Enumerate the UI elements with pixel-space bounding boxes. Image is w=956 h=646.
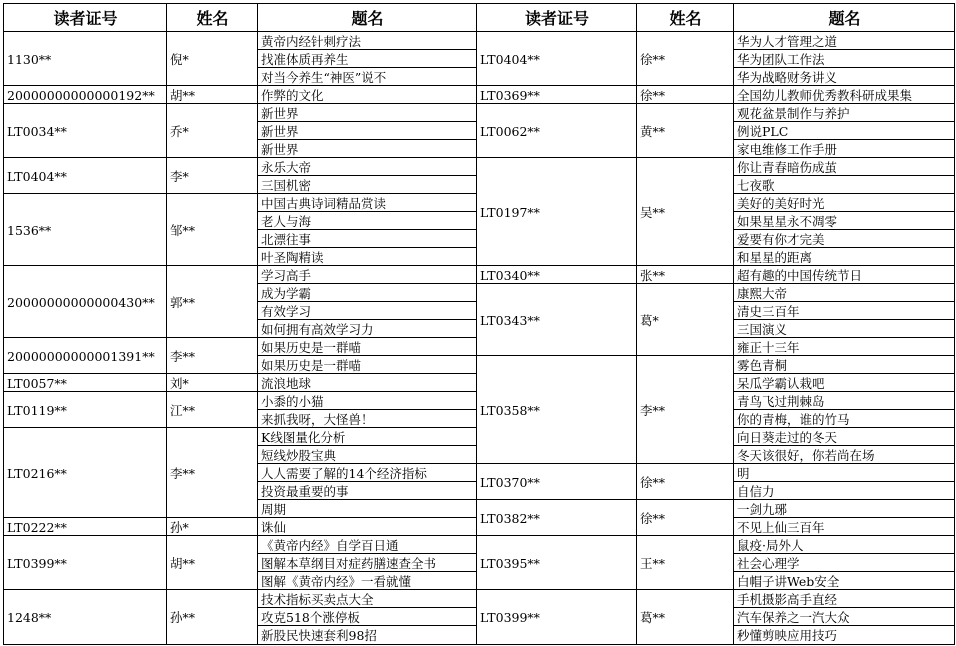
book-title: 鼠疫·局外人: [733, 535, 955, 554]
reader-card-number: 1536**: [3, 193, 167, 266]
book-title: 技术指标买卖点大全: [257, 589, 477, 608]
book-title: 如果星星永不凋零: [733, 211, 955, 230]
reader-name: 徐**: [636, 31, 734, 86]
book-title: 秒懂剪映应用技巧: [733, 625, 955, 644]
book-title: 华为人才管理之道: [733, 31, 955, 50]
book-title: 你的青梅，谁的竹马: [733, 409, 955, 428]
reader-card-number: LT0343**: [476, 283, 637, 356]
column-header: 姓名: [636, 3, 734, 32]
reader-card-number: 1248**: [3, 589, 167, 644]
book-title: 对当今养生“神医”说不: [257, 67, 477, 86]
book-title: 观花盆景制作与养护: [733, 103, 955, 122]
reader-card-number: LT0404**: [3, 157, 167, 194]
reader-card-number: LT0034**: [3, 103, 167, 158]
book-title: 学习高手: [257, 265, 477, 284]
book-title: 例说PLC: [733, 121, 955, 140]
book-title: 新股民快速套利98招: [257, 625, 477, 644]
book-title: 和星星的距离: [733, 247, 955, 266]
book-title: 如果历史是一群喵: [257, 337, 477, 356]
reader-name: 孙**: [166, 589, 258, 644]
reader-card-number: LT0382**: [476, 499, 637, 536]
reader-card-number: LT0197**: [476, 157, 637, 266]
book-title: 如何拥有高效学习力: [257, 319, 477, 338]
book-title: 不见上仙三百年: [733, 517, 955, 536]
reader-name: 孙*: [166, 517, 258, 536]
book-title: 白帽子讲Web安全: [733, 571, 955, 590]
table-border-right: [954, 3, 955, 644]
book-title: 华为团队工作法: [733, 49, 955, 68]
book-title: 中国古典诗词精品赏读: [257, 193, 477, 212]
reader-name: 徐**: [636, 85, 734, 104]
column-header: 读者证号: [476, 3, 637, 32]
reader-name: 乔*: [166, 103, 258, 158]
book-title: 图解《黄帝内经》一看就懂: [257, 571, 477, 590]
reader-name: 郭**: [166, 265, 258, 338]
book-title: 一剑九琊: [733, 499, 955, 518]
reader-card-number: LT0395**: [476, 535, 637, 590]
book-title: 三国机密: [257, 175, 477, 194]
reader-card-number: LT0370**: [476, 463, 637, 500]
reader-card-number: LT0404**: [476, 31, 637, 86]
book-title: K线图量化分析: [257, 427, 477, 446]
reader-card-number: 20000000000001391**: [3, 337, 167, 374]
book-title: 向日葵走过的冬天: [733, 427, 955, 446]
reader-name: 倪*: [166, 31, 258, 86]
book-title: 有效学习: [257, 301, 477, 320]
reader-card-number: LT0119**: [3, 391, 167, 428]
reader-name: 李**: [636, 355, 734, 464]
reader-name: 张**: [636, 265, 734, 284]
reader-name: 黄**: [636, 103, 734, 158]
book-title: 社会心理学: [733, 553, 955, 572]
book-title: 作弊的文化: [257, 85, 477, 104]
book-title: 叶圣陶精读: [257, 247, 477, 266]
reader-name: 葛*: [636, 283, 734, 356]
reader-name: 王**: [636, 535, 734, 590]
reader-name: 李**: [166, 337, 258, 374]
book-title: 七夜歌: [733, 175, 955, 194]
book-title: 新世界: [257, 121, 477, 140]
reader-card-number: LT0222**: [3, 517, 167, 536]
book-title: 图解本草纲目对症药膳速查全书: [257, 553, 477, 572]
column-header: 姓名: [166, 3, 258, 32]
table-border-bottom: [3, 644, 955, 645]
book-title: 小黍的小猫: [257, 391, 477, 410]
book-title: 黄帝内经针刺疗法: [257, 31, 477, 50]
book-title: 全国幼儿教师优秀教科研成果集: [733, 85, 955, 104]
reader-card-number: LT0216**: [3, 427, 167, 518]
book-title: 青鸟飞过荆棘岛: [733, 391, 955, 410]
book-title: 明: [733, 463, 955, 482]
book-title: 北漂往事: [257, 229, 477, 248]
book-title: 永乐大帝: [257, 157, 477, 176]
column-header: 题名: [733, 3, 955, 32]
reader-card-number: 20000000000000192**: [3, 85, 167, 104]
reader-name: 李**: [166, 427, 258, 518]
reader-card-number: LT0340**: [476, 265, 637, 284]
reader-card-number: LT0399**: [476, 589, 637, 644]
reader-name: 李*: [166, 157, 258, 194]
reader-name: 江**: [166, 391, 258, 428]
book-title: 华为战略财务讲义: [733, 67, 955, 86]
column-header: 读者证号: [3, 3, 167, 32]
book-title: 投资最重要的事: [257, 481, 477, 500]
reader-name: 徐**: [636, 463, 734, 500]
book-title: 雾色青桐: [733, 355, 955, 374]
book-title: 如果历史是一群喵: [257, 355, 477, 374]
book-title: 新世界: [257, 103, 477, 122]
book-title: 汽车保养之一汽大众: [733, 607, 955, 626]
book-title: 诛仙: [257, 517, 477, 536]
book-title: 雍正十三年: [733, 337, 955, 356]
book-title: 老人与海: [257, 211, 477, 230]
book-title: 人人需要了解的14个经济指标: [257, 463, 477, 482]
column-header: 题名: [257, 3, 477, 32]
book-title: 流浪地球: [257, 373, 477, 392]
reader-name: 胡**: [166, 85, 258, 104]
reader-name: 刘*: [166, 373, 258, 392]
book-title: 短线炒股宝典: [257, 445, 477, 464]
reader-card-number: LT0062**: [476, 103, 637, 158]
book-title: 冬天该很好，你若尚在场: [733, 445, 955, 464]
book-title: 家电维修工作手册: [733, 139, 955, 158]
reader-card-number: LT0399**: [3, 535, 167, 590]
book-title: 清史三百年: [733, 301, 955, 320]
reader-card-number: 20000000000000430**: [3, 265, 167, 338]
reader-name: 吴**: [636, 157, 734, 266]
book-title: 爱要有你才完美: [733, 229, 955, 248]
reader-name: 葛**: [636, 589, 734, 644]
book-title: 自信力: [733, 481, 955, 500]
book-title: 超有趣的中国传统节日: [733, 265, 955, 284]
reader-card-number: LT0369**: [476, 85, 637, 104]
reader-card-number: LT0057**: [3, 373, 167, 392]
book-title: 找准体质再养生: [257, 49, 477, 68]
reader-name: 徐**: [636, 499, 734, 536]
book-title: 美好的美好时光: [733, 193, 955, 212]
reader-card-number: 1130**: [3, 31, 167, 86]
reader-name: 胡**: [166, 535, 258, 590]
book-title: 手机摄影高手直经: [733, 589, 955, 608]
book-title: 来抓我呀，大怪兽！: [257, 409, 477, 428]
book-title: 你让青春暗伤成茧: [733, 157, 955, 176]
book-title: 攻克518个涨停板: [257, 607, 477, 626]
book-title: 康熙大帝: [733, 283, 955, 302]
reader-name: 邹**: [166, 193, 258, 266]
book-title: 成为学霸: [257, 283, 477, 302]
book-title: 周期: [257, 499, 477, 518]
book-title: 三国演义: [733, 319, 955, 338]
book-title: 《黄帝内经》自学百日通: [257, 535, 477, 554]
book-title: 新世界: [257, 139, 477, 158]
book-title: 呆瓜学霸认栽吧: [733, 373, 955, 392]
reader-card-number: LT0358**: [476, 355, 637, 464]
